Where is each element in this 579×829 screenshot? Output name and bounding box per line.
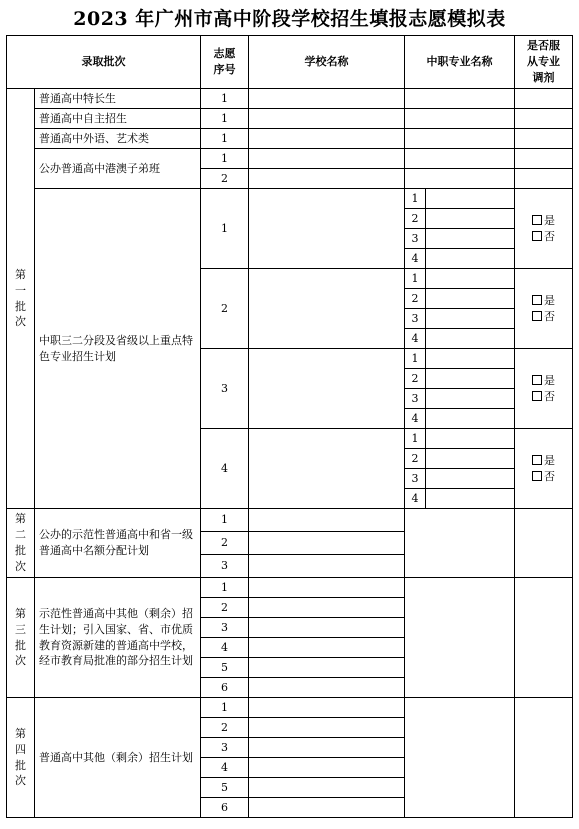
major-index: 1	[405, 189, 426, 209]
checkbox-icon[interactable]	[532, 311, 542, 321]
option-no-label: 否	[544, 389, 555, 403]
major-index: 2	[405, 449, 426, 469]
category-vocational: 中职三二分段及省级以上重点特色专业招生计划	[35, 189, 201, 509]
major-input[interactable]	[426, 289, 515, 309]
school-name-cell[interactable]	[249, 658, 405, 678]
header-seq-text: 志愿序号	[213, 47, 236, 76]
major-subtable-cell	[405, 349, 515, 429]
school-name-cell[interactable]	[249, 798, 405, 818]
checkbox-icon[interactable]	[532, 215, 542, 225]
seq-number: 1	[201, 189, 249, 269]
adjust-cell	[515, 509, 573, 578]
major-index: 4	[405, 329, 426, 349]
major-subtable	[405, 349, 514, 428]
page-title: 2023 年广州市高中阶段学校招生填报志愿模拟表	[73, 8, 506, 30]
major-subtable-cell	[405, 269, 515, 349]
major-name-cell	[405, 509, 515, 578]
batch-fourth-text: 第四批次	[15, 726, 26, 788]
major-input[interactable]	[426, 409, 515, 429]
seq-number: 2	[201, 598, 249, 618]
batch-label-first	[7, 89, 35, 509]
checkbox-icon[interactable]	[532, 375, 542, 385]
major-subtable	[405, 189, 514, 268]
category-hk-macau: 公办普通高中港澳子弟班	[35, 149, 201, 189]
seq-number: 1	[201, 698, 249, 718]
seq-number: 6	[201, 678, 249, 698]
major-input[interactable]	[426, 269, 515, 289]
header-row	[7, 36, 573, 89]
major-name-cell[interactable]	[405, 169, 515, 189]
seq-number: 1	[201, 89, 249, 109]
seq-number: 1	[201, 509, 249, 532]
checkbox-icon[interactable]	[532, 471, 542, 481]
option-yes-label: 是	[544, 453, 555, 467]
checkbox-icon[interactable]	[532, 231, 542, 241]
checkbox-icon[interactable]	[532, 391, 542, 401]
major-name-cell	[405, 578, 515, 698]
category-specialty: 普通高中特长生	[35, 89, 201, 109]
header-school: 学校名称	[249, 36, 405, 89]
major-index: 1	[405, 349, 426, 369]
major-index: 2	[405, 289, 426, 309]
table-row	[7, 89, 573, 109]
major-name-cell	[405, 698, 515, 818]
adjust-cell[interactable]	[515, 129, 573, 149]
school-name-cell[interactable]	[249, 532, 405, 555]
seq-number: 3	[201, 555, 249, 578]
school-name-cell[interactable]	[249, 578, 405, 598]
batch-second-text: 第二批次	[15, 512, 26, 573]
school-name-cell[interactable]	[249, 89, 405, 109]
table-row	[7, 698, 573, 718]
checkbox-icon[interactable]	[532, 295, 542, 305]
major-input[interactable]	[426, 349, 515, 369]
adjust-cell	[515, 698, 573, 818]
option-yes-label: 是	[544, 293, 555, 307]
seq-number: 4	[201, 429, 249, 509]
major-index: 4	[405, 409, 426, 429]
batch-label-third	[7, 578, 35, 698]
major-index: 3	[405, 389, 426, 409]
school-name-cell[interactable]	[249, 149, 405, 169]
major-input[interactable]	[426, 189, 515, 209]
table-row	[7, 578, 573, 598]
seq-number: 5	[201, 778, 249, 798]
table-row	[7, 509, 573, 532]
option-yes-label: 是	[544, 373, 555, 387]
seq-number: 1	[201, 149, 249, 169]
seq-number: 2	[201, 718, 249, 738]
checkbox-icon[interactable]	[532, 455, 542, 465]
school-name-cell[interactable]	[249, 598, 405, 618]
category-fourth: 普通高中其他（剩余）招生计划	[35, 698, 201, 818]
major-input[interactable]	[426, 429, 515, 449]
option-yes[interactable]	[515, 373, 572, 389]
option-yes[interactable]	[515, 453, 572, 469]
category-quota: 公办的示范性普通高中和省一级普通高中名额分配计划	[35, 509, 201, 578]
header-seq	[201, 36, 249, 89]
school-name-cell[interactable]	[249, 269, 405, 349]
major-input[interactable]	[426, 469, 515, 489]
school-name-cell[interactable]	[249, 109, 405, 129]
seq-number: 2	[201, 169, 249, 189]
major-name-cell[interactable]	[405, 109, 515, 129]
adjust-options	[515, 189, 573, 269]
major-index: 4	[405, 489, 426, 509]
school-name-cell[interactable]	[249, 638, 405, 658]
option-no-label: 否	[544, 309, 555, 323]
application-form-table	[6, 35, 573, 818]
batch-label-second	[7, 509, 35, 578]
adjust-cell[interactable]	[515, 149, 573, 169]
major-name-cell[interactable]	[405, 129, 515, 149]
school-name-cell[interactable]	[249, 429, 405, 509]
major-input[interactable]	[426, 369, 515, 389]
major-input[interactable]	[426, 229, 515, 249]
option-no[interactable]	[515, 389, 572, 405]
option-yes[interactable]	[515, 213, 572, 229]
major-index: 1	[405, 429, 426, 449]
major-input[interactable]	[426, 389, 515, 409]
seq-number: 1	[201, 129, 249, 149]
major-input[interactable]	[426, 329, 515, 349]
seq-number: 4	[201, 758, 249, 778]
option-yes[interactable]	[515, 293, 572, 309]
school-name-cell[interactable]	[249, 678, 405, 698]
major-subtable	[405, 429, 514, 508]
batch-label-fourth	[7, 698, 35, 818]
major-input[interactable]	[426, 249, 515, 269]
school-name-cell[interactable]	[249, 618, 405, 638]
batch-third-text: 第三批次	[15, 606, 26, 668]
table-row	[7, 149, 573, 169]
school-name-cell[interactable]	[249, 169, 405, 189]
major-input[interactable]	[426, 449, 515, 469]
seq-number: 3	[201, 738, 249, 758]
adjust-cell[interactable]	[515, 89, 573, 109]
major-index: 2	[405, 209, 426, 229]
school-name-cell[interactable]	[249, 778, 405, 798]
seq-number: 2	[201, 532, 249, 555]
option-no[interactable]	[515, 229, 572, 245]
major-index: 3	[405, 309, 426, 329]
major-index: 3	[405, 229, 426, 249]
option-no[interactable]	[515, 309, 572, 325]
major-index: 1	[405, 269, 426, 289]
school-name-cell[interactable]	[249, 349, 405, 429]
batch-first-text: 第一批次	[15, 267, 26, 329]
seq-number: 3	[201, 349, 249, 429]
school-name-cell[interactable]	[249, 189, 405, 269]
vocational-row	[7, 189, 573, 269]
major-index: 4	[405, 249, 426, 269]
major-index: 2	[405, 369, 426, 389]
school-name-cell[interactable]	[249, 718, 405, 738]
major-input[interactable]	[426, 489, 515, 509]
school-name-cell[interactable]	[249, 509, 405, 532]
seq-number: 1	[201, 578, 249, 598]
adjust-options	[515, 429, 573, 509]
category-independent: 普通高中自主招生	[35, 109, 201, 129]
school-name-cell[interactable]	[249, 555, 405, 578]
major-name-cell[interactable]	[405, 89, 515, 109]
adjust-options	[515, 269, 573, 349]
adjust-cell	[515, 578, 573, 698]
seq-number: 5	[201, 658, 249, 678]
adjust-cell[interactable]	[515, 169, 573, 189]
seq-number: 4	[201, 638, 249, 658]
seq-number: 6	[201, 798, 249, 818]
option-no[interactable]	[515, 469, 572, 485]
school-name-cell[interactable]	[249, 758, 405, 778]
option-yes-label: 是	[544, 213, 555, 227]
table-row	[7, 109, 573, 129]
major-input[interactable]	[426, 309, 515, 329]
header-adjust-text: 是否服从专业调剂	[527, 39, 560, 84]
header-major: 中职专业名称	[405, 36, 515, 89]
school-name-cell[interactable]	[249, 698, 405, 718]
major-index: 3	[405, 469, 426, 489]
school-name-cell[interactable]	[249, 129, 405, 149]
header-adjust	[515, 36, 573, 89]
option-no-label: 否	[544, 229, 555, 243]
major-input[interactable]	[426, 209, 515, 229]
category-third: 示范性普通高中其他（剩余）招生计划；引入国家、省、市优质教育资源新建的普通高中学校，经市教育局批准的部分招生计划	[35, 578, 201, 698]
major-name-cell[interactable]	[405, 149, 515, 169]
option-no-label: 否	[544, 469, 555, 483]
adjust-options	[515, 349, 573, 429]
category-foreign-arts: 普通高中外语、艺术类	[35, 129, 201, 149]
header-batch: 录取批次	[7, 36, 201, 89]
table-row	[7, 129, 573, 149]
seq-number: 2	[201, 269, 249, 349]
adjust-cell[interactable]	[515, 109, 573, 129]
seq-number: 3	[201, 618, 249, 638]
school-name-cell[interactable]	[249, 738, 405, 758]
major-subtable-cell	[405, 429, 515, 509]
major-subtable-cell	[405, 189, 515, 269]
seq-number: 1	[201, 109, 249, 129]
major-subtable	[405, 269, 514, 348]
